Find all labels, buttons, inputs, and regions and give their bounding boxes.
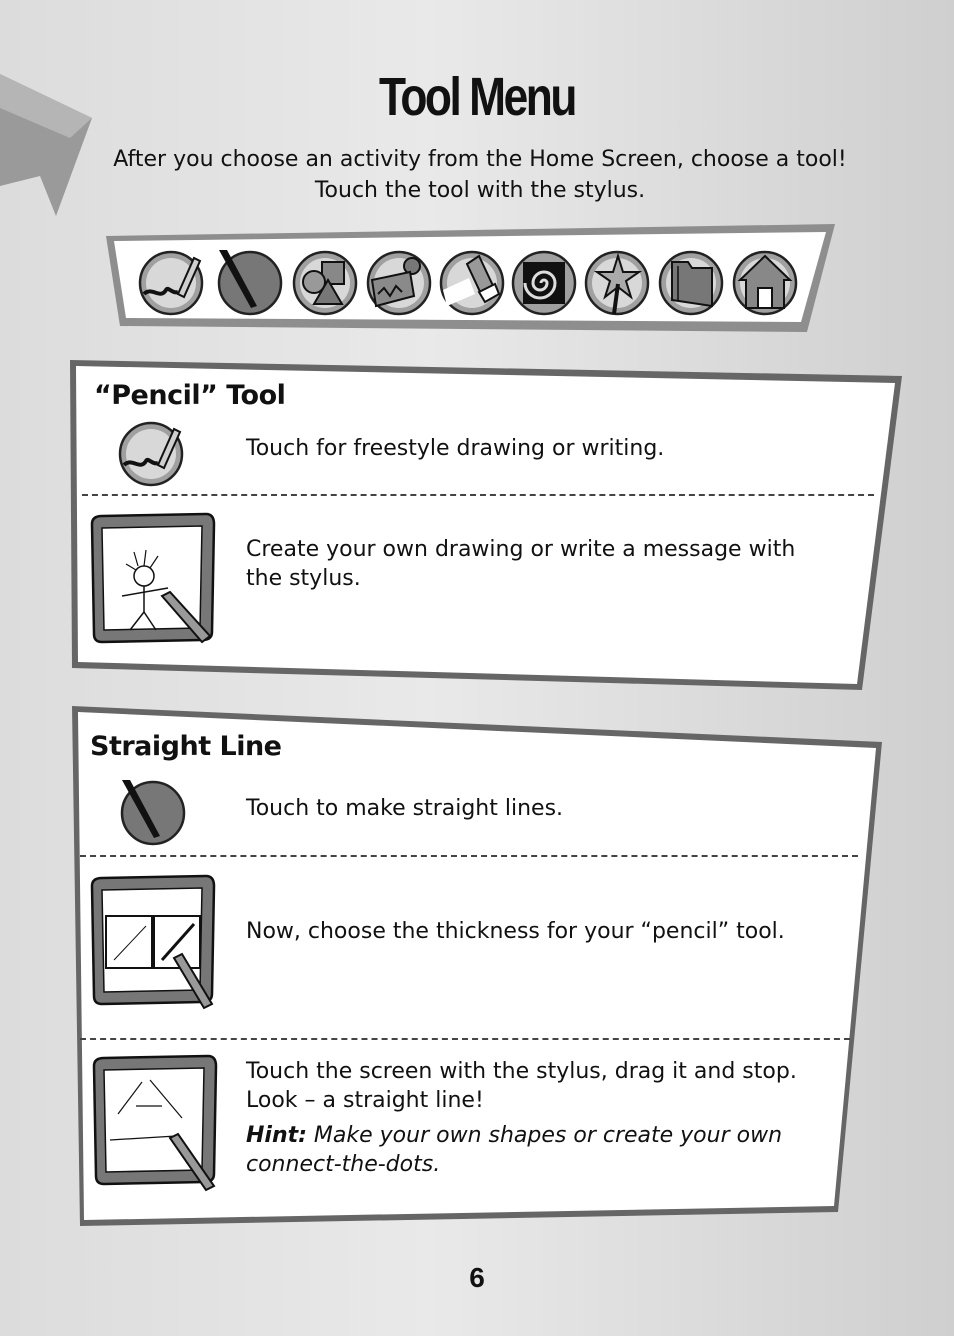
divider [80, 855, 858, 857]
pencil-create-text: Create your own drawing or write a message with the stylus. [246, 537, 796, 591]
hint-label: Hint: [246, 1123, 307, 1148]
drag-line-screen-illustration [90, 1054, 220, 1194]
straight-line-section-heading: Straight Line [90, 731, 282, 762]
straight-line-icon [120, 780, 186, 846]
hint-body: Make your own shapes or create your own connect-the-dots. [246, 1123, 783, 1177]
page-number: 6 [469, 1262, 485, 1293]
straight-touch-text: Touch to make straight lines. [246, 796, 564, 821]
pencil-section-heading: “Pencil” Tool [94, 380, 286, 411]
straight-thickness-text: Now, choose the thickness for your “pencil” tool. [246, 919, 785, 944]
thickness-screen-illustration [88, 874, 218, 1014]
divider [80, 1038, 850, 1040]
intro-text: After you choose an activity from the Home Screen, choose a tool! Touch the tool with the stylus. [113, 147, 847, 203]
hint-text [246, 1121, 816, 1179]
straight-drag-text: Touch the screen with the stylus, drag it and stop. Look – a straight line! [246, 1059, 797, 1113]
pencil-touch-text: Touch for freestyle drawing or writing. [246, 436, 665, 461]
page-title: Tool Menu [379, 67, 575, 127]
